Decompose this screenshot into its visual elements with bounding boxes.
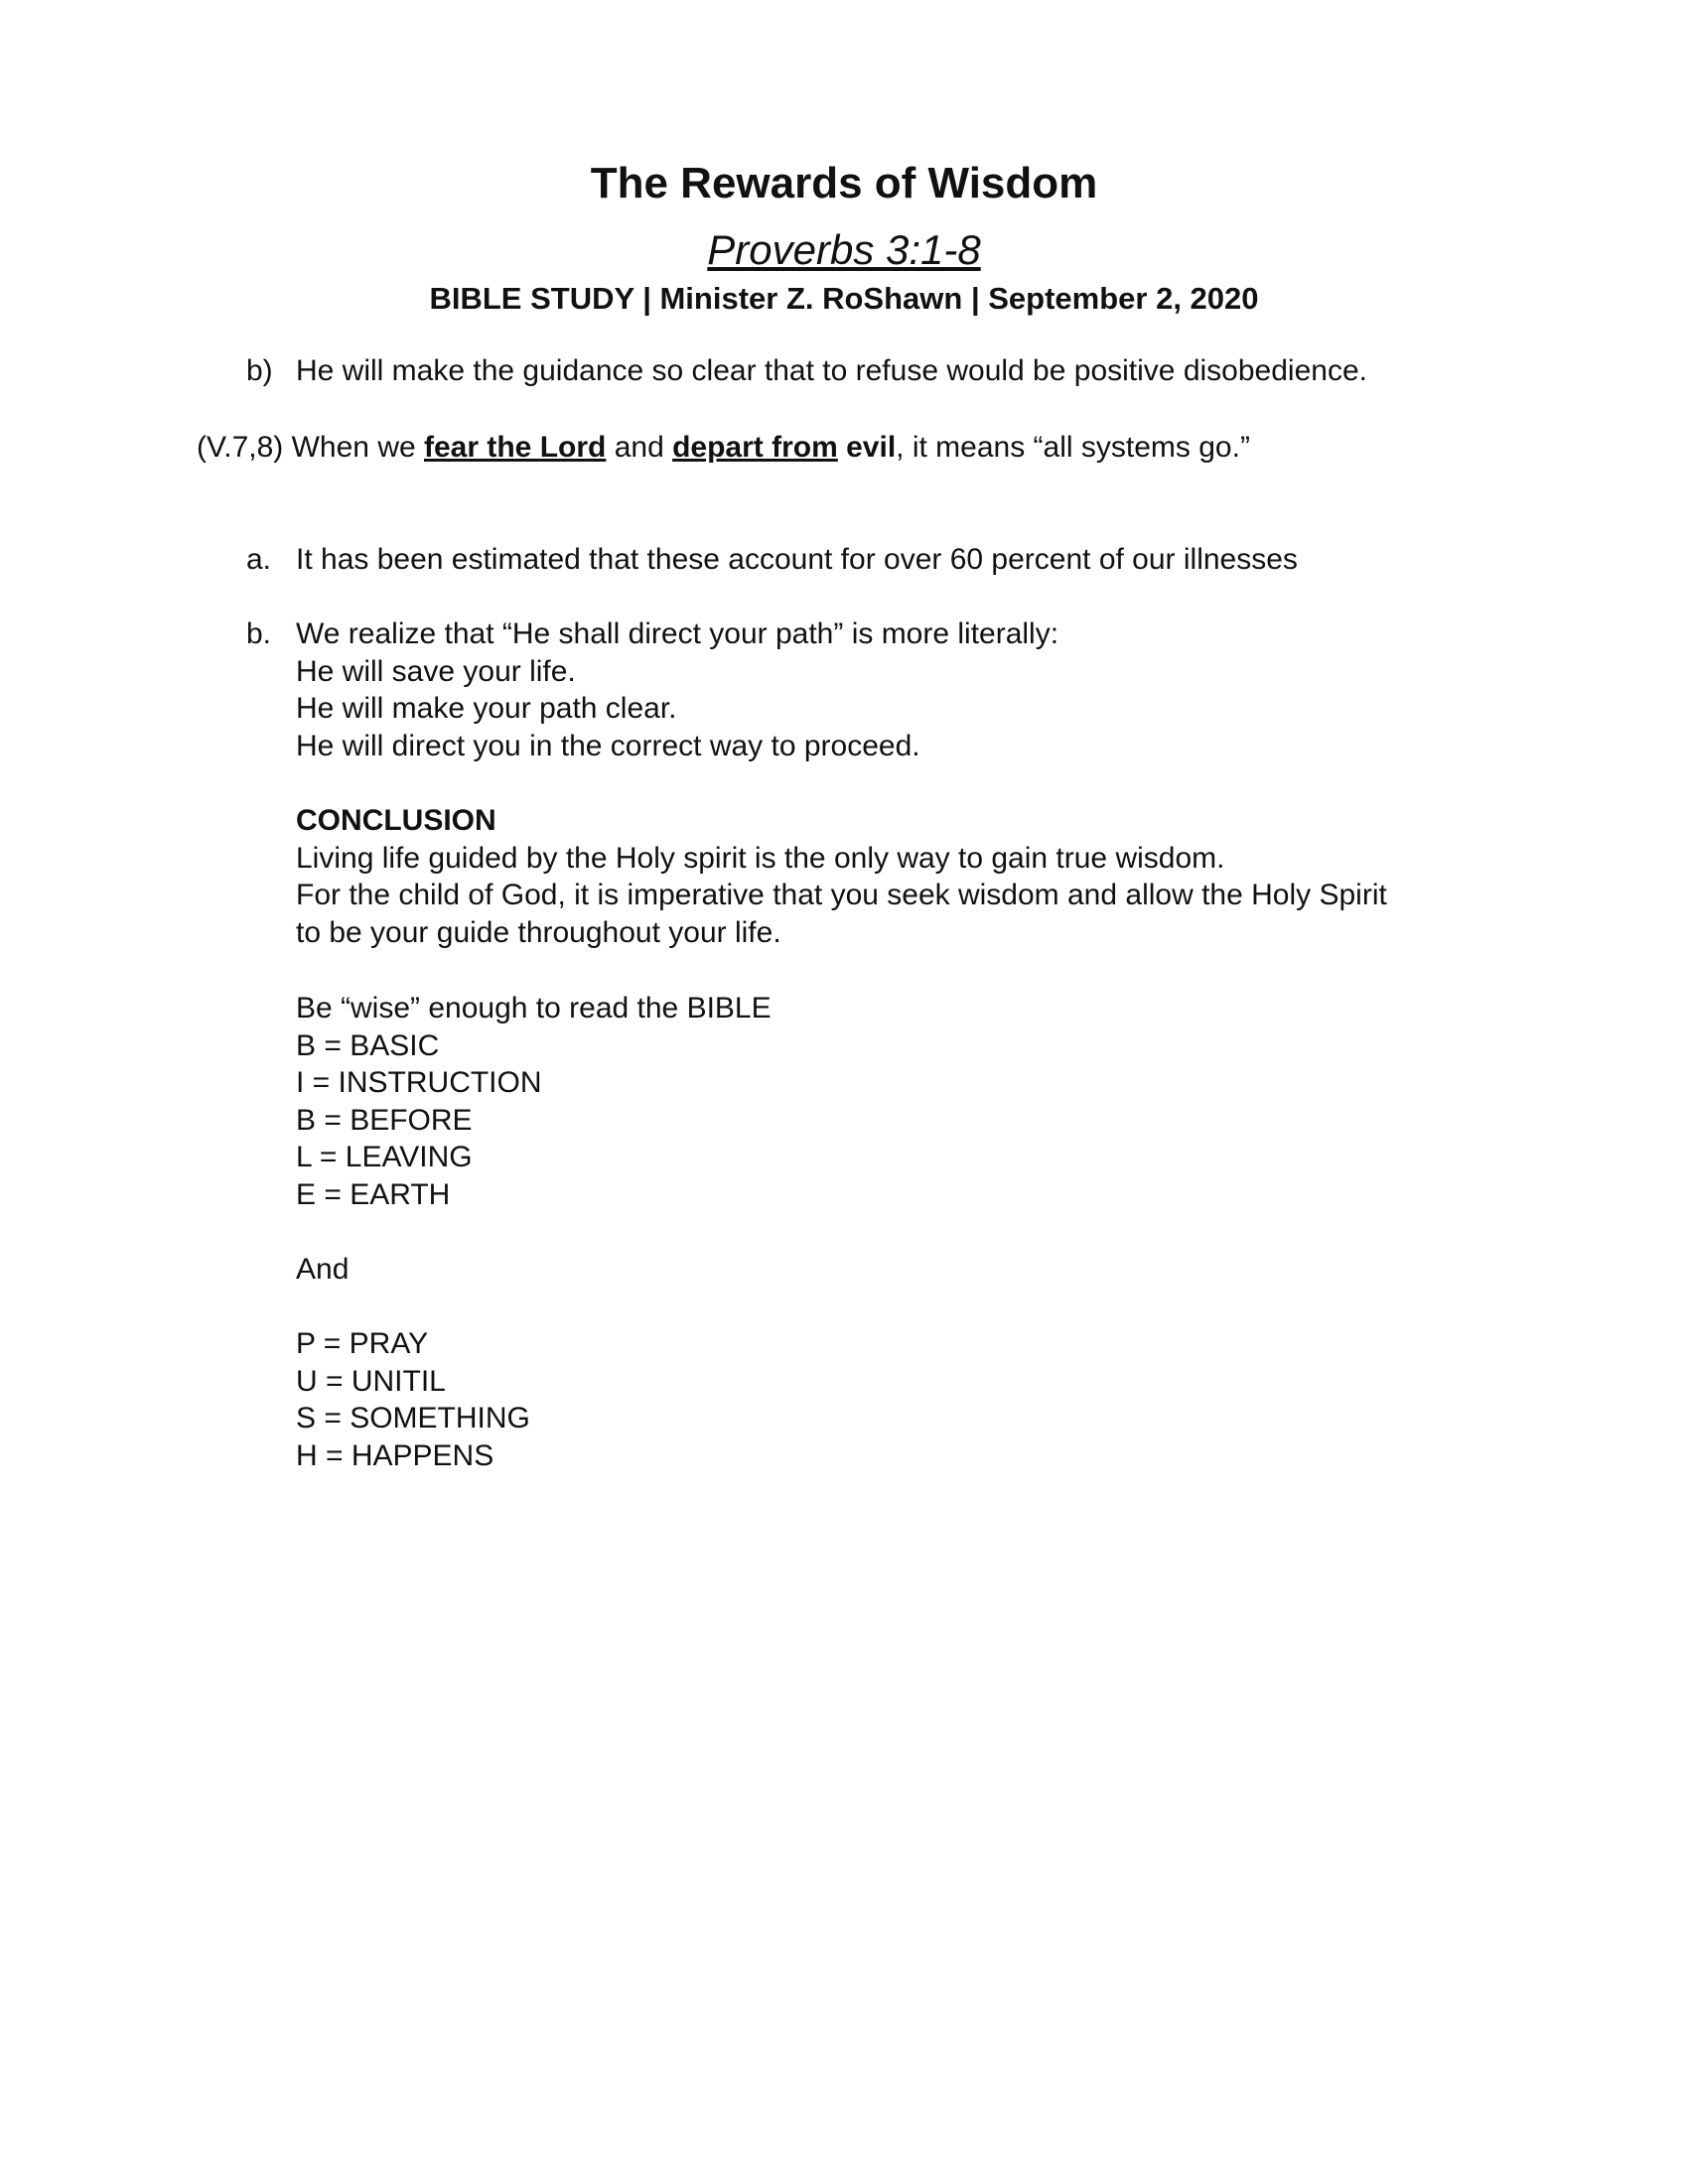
bible-acronym [296, 990, 772, 1214]
item-b-marker: b. [246, 617, 272, 650]
item-b-line: He will save your life. [296, 654, 576, 688]
depart-from: depart from [672, 431, 838, 464]
scripture-reference: Proverbs 3:1-8 [707, 226, 981, 273]
acronym-line: L = LEAVING [296, 1141, 473, 1174]
acronym-line: S = SOMETHING [296, 1402, 530, 1435]
conclusion-line: to be your guide throughout your life. [296, 915, 781, 949]
evil-word: evil [846, 431, 897, 464]
acronym-line: E = EARTH [296, 1177, 451, 1211]
push-acronym [296, 1325, 530, 1474]
acronym-line: B = BEFORE [296, 1103, 473, 1137]
page-title: The Rewards of Wisdom [590, 159, 1098, 207]
acronym-line: H = HAPPENS [296, 1438, 494, 1472]
verse-and: and [606, 431, 673, 464]
acronym-line: I = INSTRUCTION [296, 1066, 542, 1100]
acronym-line: U = UNITIL [296, 1364, 446, 1398]
page-subtitle: BIBLE STUDY | Minister Z. RoShawn | September 2, 2020 [429, 281, 1259, 316]
verse-line [197, 429, 1250, 467]
acronym-line: P = PRAY [296, 1327, 429, 1360]
conclusion-block [296, 802, 1387, 951]
conclusion-heading: CONCLUSION [296, 804, 496, 837]
and-text: And [296, 1253, 350, 1286]
item-a-marker: a. [246, 543, 272, 576]
point-b-marker: b) [246, 354, 273, 387]
verse-space [838, 431, 846, 464]
conclusion-line: For the child of God, it is imperative that you seek wisdom and allow the Holy Spirit [296, 879, 1387, 912]
acronym-line: B = BASIC [296, 1028, 440, 1062]
bible-intro: Be “wise” enough to read the BIBLE [296, 992, 772, 1024]
item-b-block [296, 615, 1058, 764]
item-b-line: We realize that “He shall direct your path” is more literally: [296, 617, 1059, 650]
item-b-line: He will make your path clear. [296, 692, 677, 726]
point-b-text: He will make the guidance so clear that to refuse would be positive disobedience. [296, 354, 1367, 387]
verse-ref: (V.7,8) When we [197, 431, 424, 464]
verse-rest: , it means “all systems go.” [896, 431, 1250, 464]
conclusion-line: Living life guided by the Holy spirit is the only way to gain true wisdom. [296, 841, 1225, 875]
item-b-line: He will direct you in the correct way to proceed. [296, 729, 920, 762]
fear-the-lord: fear the Lord [424, 431, 607, 464]
item-a-text: It has been estimated that these account for over 60 percent of our illnesses [296, 543, 1298, 576]
